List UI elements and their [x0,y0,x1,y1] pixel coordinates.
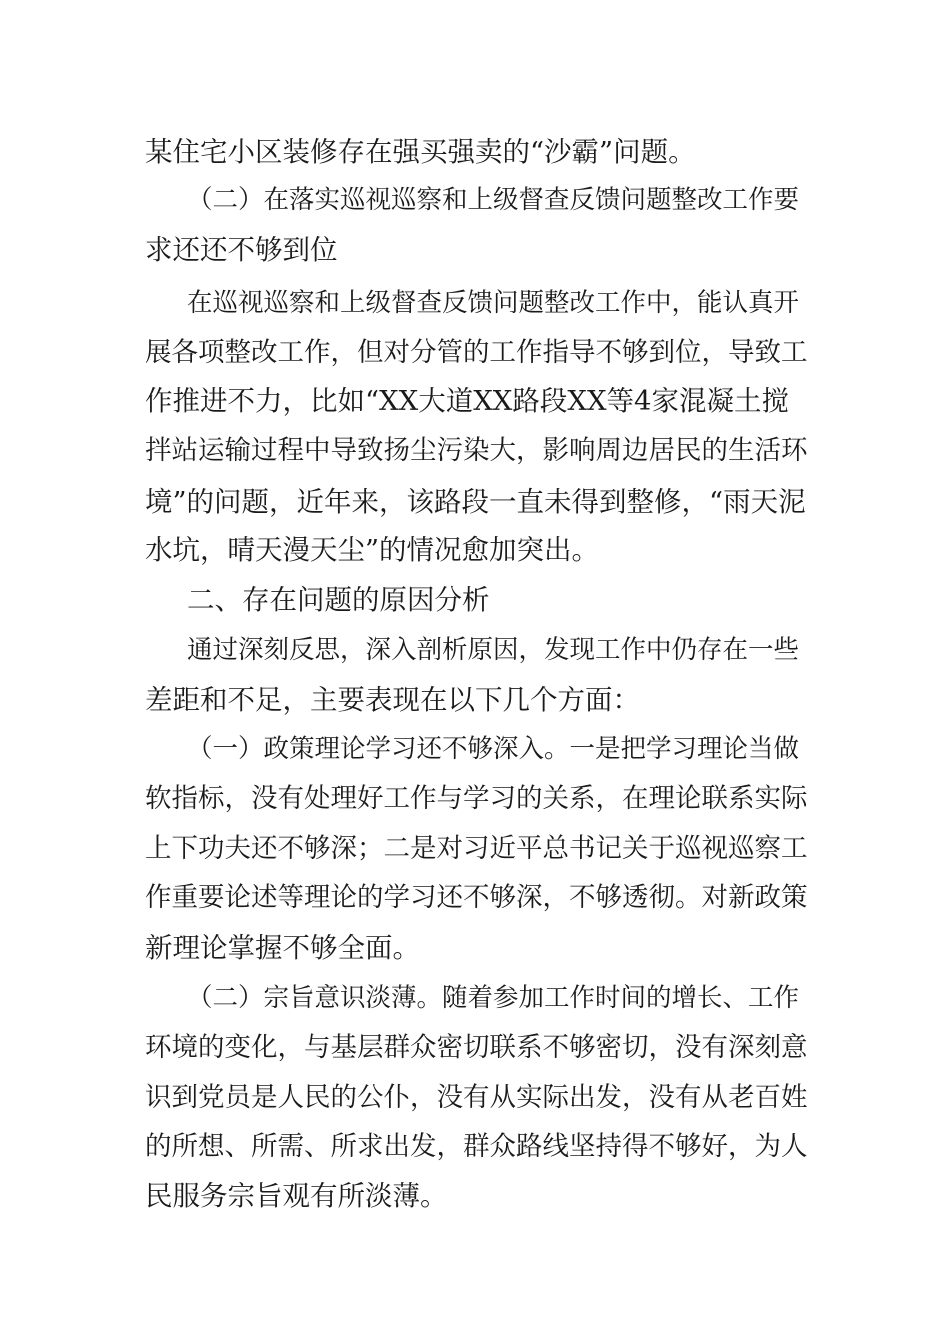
text-line: 通过深刻反思，深入剖析原因，发现工作中仍存在一些 [187,635,800,665]
text-line: 民服务宗旨观有所淡薄。 [145,1180,448,1212]
text-line: 作重要论述等理论的学习还不够深，不够透彻。对新政策 [145,882,808,913]
text-line: （二）宗旨意识淡薄。随着参加工作时间的增长、工作 [187,983,800,1013]
text-line: （一）政策理论学习还不够深入。一是把学习理论当做 [187,734,800,764]
text-line: 拌站运输过程中导致扬尘污染大，影响周边居民的生活环 [145,435,808,466]
text-line: 作推进不力，比如“XX大道XX路段XX等4家混凝土搅 [145,385,790,417]
text-line: 差距和不足，主要表现在以下几个方面： [145,684,640,716]
text-line: 在巡视巡察和上级督查反馈问题整改工作中，能认真开 [187,288,800,318]
text-line: 某住宅小区装修存在强买强卖的“沙霸”问题。 [145,136,696,168]
section-heading: 二、存在问题的原因分析 [187,584,490,616]
subheading-line: 求还还不够到位 [145,234,338,266]
text-line: 软指标，没有处理好工作与学习的关系，在理论联系实际 [145,783,808,814]
text-line: 的所想、所需、所求出发，群众路线坚持得不够好，为人 [145,1131,808,1162]
text-line: 展各项整改工作，但对分管的工作指导不够到位，导致工 [145,337,808,368]
subheading-line: （二）在落实巡视巡察和上级督查反馈问题整改工作要 [187,185,800,215]
text-line: 新理论掌握不够全面。 [145,932,420,964]
text-line: 环境的变化，与基层群众密切联系不够密切，没有深刻意 [145,1032,808,1063]
text-line: 识到党员是人民的公仆，没有从实际出发，没有从老百姓 [145,1082,808,1113]
text-line: 上下功夫还不够深；二是对习近平总书记关于巡视巡察工 [145,833,808,864]
text-line: 境”的问题，近年来，该路段一直未得到整修，“雨天泥 [145,486,806,518]
text-line: 水坑，晴天漫天尘”的情况愈加突出。 [145,534,600,566]
